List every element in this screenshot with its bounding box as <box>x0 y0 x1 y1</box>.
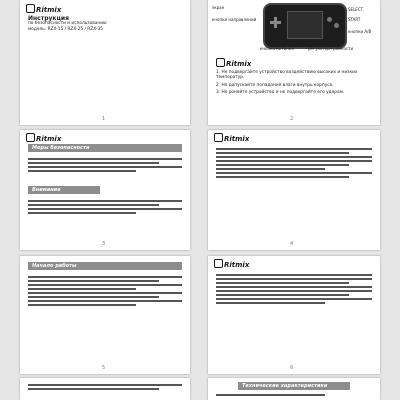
cover-title: Инструкция <box>28 15 69 22</box>
text-line <box>28 200 182 202</box>
label-dpad: кнопки направлений <box>212 17 257 22</box>
cover-subtitle: по безопасности и использованию <box>28 21 107 27</box>
game-console-illustration <box>263 3 347 49</box>
body-lines <box>216 146 372 180</box>
spec-lines <box>216 392 372 398</box>
text-line <box>28 276 182 278</box>
body-lines <box>216 272 372 306</box>
brand-text: Ritmix <box>224 135 250 143</box>
text-line <box>216 290 372 292</box>
label-start: START <box>348 17 361 22</box>
manual-page-7 <box>20 378 190 400</box>
text-line <box>28 170 136 172</box>
manual-page-6 <box>208 256 380 374</box>
text-line <box>28 166 182 168</box>
page-number: 2 <box>290 116 294 122</box>
dpad-icon <box>270 17 281 28</box>
brand-text: Ritmix <box>36 6 62 14</box>
cover-model: модель: RZX-15 / RZX-25 / RZX-35 <box>28 26 103 32</box>
text-line <box>28 300 182 302</box>
text-line <box>216 152 349 154</box>
text-line <box>28 296 159 298</box>
label-screen: экран <box>212 5 225 10</box>
text-line <box>216 286 372 288</box>
brand-logo <box>216 58 251 68</box>
note-2: 2. Не допускайте попадания влаги внутрь корпуса. <box>216 82 334 88</box>
body-lines-2 <box>28 198 182 216</box>
brand-logo-icon <box>26 4 35 13</box>
brand-logo <box>26 4 61 14</box>
cover-text <box>28 16 182 32</box>
text-line <box>216 156 372 158</box>
attention-banner: Внимание <box>28 186 100 194</box>
manual-page-2 <box>208 0 380 125</box>
warning-notes <box>216 70 372 98</box>
text-line <box>216 282 349 284</box>
text-line <box>28 212 136 214</box>
text-line <box>28 204 159 206</box>
brand-logo-icon <box>216 58 225 67</box>
body-lines <box>28 274 182 308</box>
page-number: 6 <box>290 365 294 371</box>
button-a-icon <box>327 17 332 22</box>
text-line <box>28 288 136 290</box>
page-number: 3 <box>102 241 106 247</box>
manual-page-3 <box>20 130 190 250</box>
label-power: кнопка питания <box>260 46 294 51</box>
body-lines <box>28 382 182 392</box>
label-volume: регулятор громкости <box>308 46 354 51</box>
brand-logo-icon <box>214 259 223 268</box>
text-line <box>216 302 325 304</box>
manual-page-5 <box>20 256 190 374</box>
text-line <box>28 280 159 282</box>
note-3: 3. Не роняйте устройство и не подвергайте его ударам. <box>216 90 345 96</box>
text-line <box>216 176 349 178</box>
text-line <box>216 274 372 276</box>
manual-page-1 <box>20 0 190 125</box>
brand-logo-icon <box>214 133 223 142</box>
manual-page-4 <box>208 130 380 250</box>
manual-page-8 <box>208 378 380 400</box>
text-line <box>216 160 372 162</box>
note-1: 1. Не подвергайте устройство воздействию высоких и низких температур. <box>216 70 358 81</box>
text-line <box>216 394 325 396</box>
page-number: 5 <box>102 365 106 371</box>
brand-logo-icon <box>26 133 35 142</box>
text-line <box>216 168 325 170</box>
brand-logo <box>214 259 249 269</box>
text-line <box>28 292 182 294</box>
text-line <box>28 158 182 160</box>
text-line <box>28 388 159 390</box>
brand-text: Ritmix <box>36 135 62 143</box>
text-line <box>216 148 372 150</box>
section-banner: Начало работы <box>28 262 182 270</box>
console-screen-icon <box>287 11 323 39</box>
brand-logo <box>26 133 61 143</box>
text-line <box>28 384 182 386</box>
text-line <box>28 284 182 286</box>
section-banner: Меры безопасности <box>28 144 182 152</box>
label-select: SELECT <box>348 7 364 12</box>
text-line <box>28 208 182 210</box>
text-line <box>28 162 159 164</box>
button-b-icon <box>334 23 339 28</box>
text-line <box>216 294 349 296</box>
text-line <box>216 278 372 280</box>
body-lines <box>28 156 182 174</box>
brand-text: Ritmix <box>224 261 250 269</box>
page-number: 1 <box>102 116 106 122</box>
text-line <box>216 172 372 174</box>
brand-text: Ritmix <box>226 60 252 68</box>
brand-logo <box>214 133 249 143</box>
spec-banner: Технические характеристики <box>238 382 350 390</box>
text-line <box>28 304 136 306</box>
text-line <box>216 298 372 300</box>
label-ab: кнопки A/B <box>348 29 372 34</box>
text-line <box>216 164 349 166</box>
page-number: 4 <box>290 241 294 247</box>
